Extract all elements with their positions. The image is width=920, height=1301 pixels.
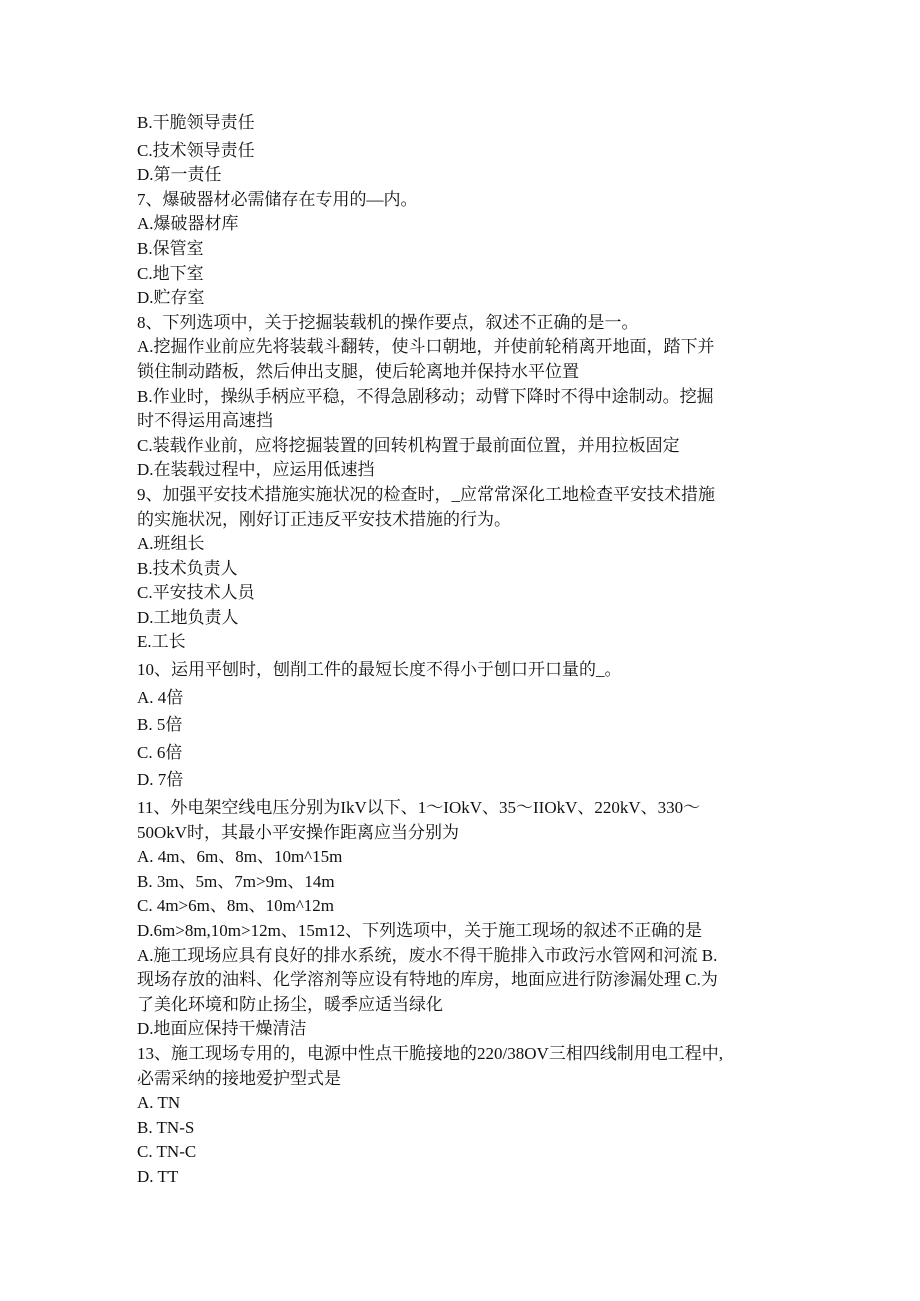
q8-option-a-line2: 锁住制动踏板，然后伸出支腿，使后轮离地并保持水平位置	[137, 361, 579, 381]
q7-option-d: D.贮存室	[137, 288, 205, 308]
q8-option-a-line1: A.挖掘作业前应先将装载斗翻转，使斗口朝地，并使前轮稍离开地面，踏下并	[137, 337, 715, 357]
q8-option-d: D.在装载过程中，应运用低速挡	[137, 460, 375, 480]
q8-option-b-line2: 时不得运用高速挡	[137, 411, 273, 431]
q13-question-line2: 必需采纳的接地爱护型式是	[137, 1068, 341, 1088]
q8-option-b-line1: B.作业时，操纵手柄应平稳，不得急剧移动；动臂下降时不得中途制动。挖掘	[137, 386, 714, 406]
q10-option-c: C. 6倍	[137, 742, 183, 762]
q9-option-c: C.平安技术人员	[137, 583, 255, 603]
q13-option-c: C. TN-C	[137, 1142, 197, 1162]
q12-option-b: 现场存放的油料、化学溶剂等应设有特地的库房，地面应进行防渗漏处理 C.为	[137, 970, 718, 990]
q9-question-line2: 的实施状况，刚好订正违反平安技术措施的行为。	[137, 509, 511, 529]
q6-option-c: C.技术领导责任	[137, 140, 255, 160]
q9-question-line1: 9、加强平安技术措施实施状况的检查时，_应常常深化工地检查平安技术措施	[137, 484, 715, 504]
q11-option-c: C. 4m>6m、8m、10m^12m	[137, 896, 335, 916]
q13-option-a: A. TN	[137, 1093, 181, 1113]
q9-option-b: B.技术负责人	[137, 558, 238, 578]
q12-option-c: 了美化环境和防止扬尘，暖季应适当绿化	[137, 994, 443, 1014]
q11-question-line1: 11、外电架空线电压分别为IkV以下、1～IOkV、35～IIOkV、220kV、330～	[137, 798, 701, 818]
q11-option-d-q12-question: D.6m>8m,10m>12m、15m12、下列选项中，关于施工现场的叙述不正确的是	[137, 921, 703, 940]
q10-option-a: A. 4倍	[137, 687, 184, 707]
q10-question: 10、运用平刨时，刨削工件的最短长度不得小于刨口开口量的_。	[137, 660, 622, 680]
q11-option-a: A. 4m、6m、8m、10m^15m	[137, 847, 343, 867]
q11-option-b: B. 3m、5m、7m>9m、14m	[137, 871, 335, 891]
q8-option-c: C.装载作业前，应将挖掘装置的回转机构置于最前面位置，并用拉板固定	[137, 435, 680, 455]
q10-option-b: B. 5倍	[137, 715, 183, 735]
q9-option-a: A.班组长	[137, 534, 205, 554]
q6-option-d: D.第一责任	[137, 165, 222, 185]
q12-option-d: D.地面应保持干燥清洁	[137, 1019, 307, 1039]
q11-question-line2: 50OkV时，其最小平安操作距离应当分别为	[137, 822, 460, 842]
q9-option-e: E.工长	[137, 632, 186, 652]
q12-option-a: A.施工现场应具有良好的排水系统，废水不得干脆排入市政污水管网和河流 B.	[137, 945, 718, 965]
q10-option-d: D. 7倍	[137, 770, 184, 790]
q13-question-line1: 13、施工现场专用的，电源中性点干脆接地的220/38OV三相四线制用电工程中,	[137, 1043, 724, 1063]
q13-option-b: B. TN-S	[137, 1117, 195, 1137]
q9-option-d: D.工地负责人	[137, 607, 239, 627]
q8-question: 8、下列选项中，关于挖掘装载机的操作要点，叙述不正确的是一。	[137, 312, 639, 332]
q6-option-b: B.干脆领导责任	[137, 113, 255, 132]
q13-option-d: D. TT	[137, 1166, 179, 1186]
document-page	[137, 111, 787, 1190]
q7-option-c: C.地下室	[137, 263, 204, 283]
q7-option-a: A.爆破器材库	[137, 214, 239, 234]
q7-question: 7、爆破器材必需储存在专用的—内。	[137, 189, 418, 209]
q7-option-b: B.保管室	[137, 238, 204, 258]
